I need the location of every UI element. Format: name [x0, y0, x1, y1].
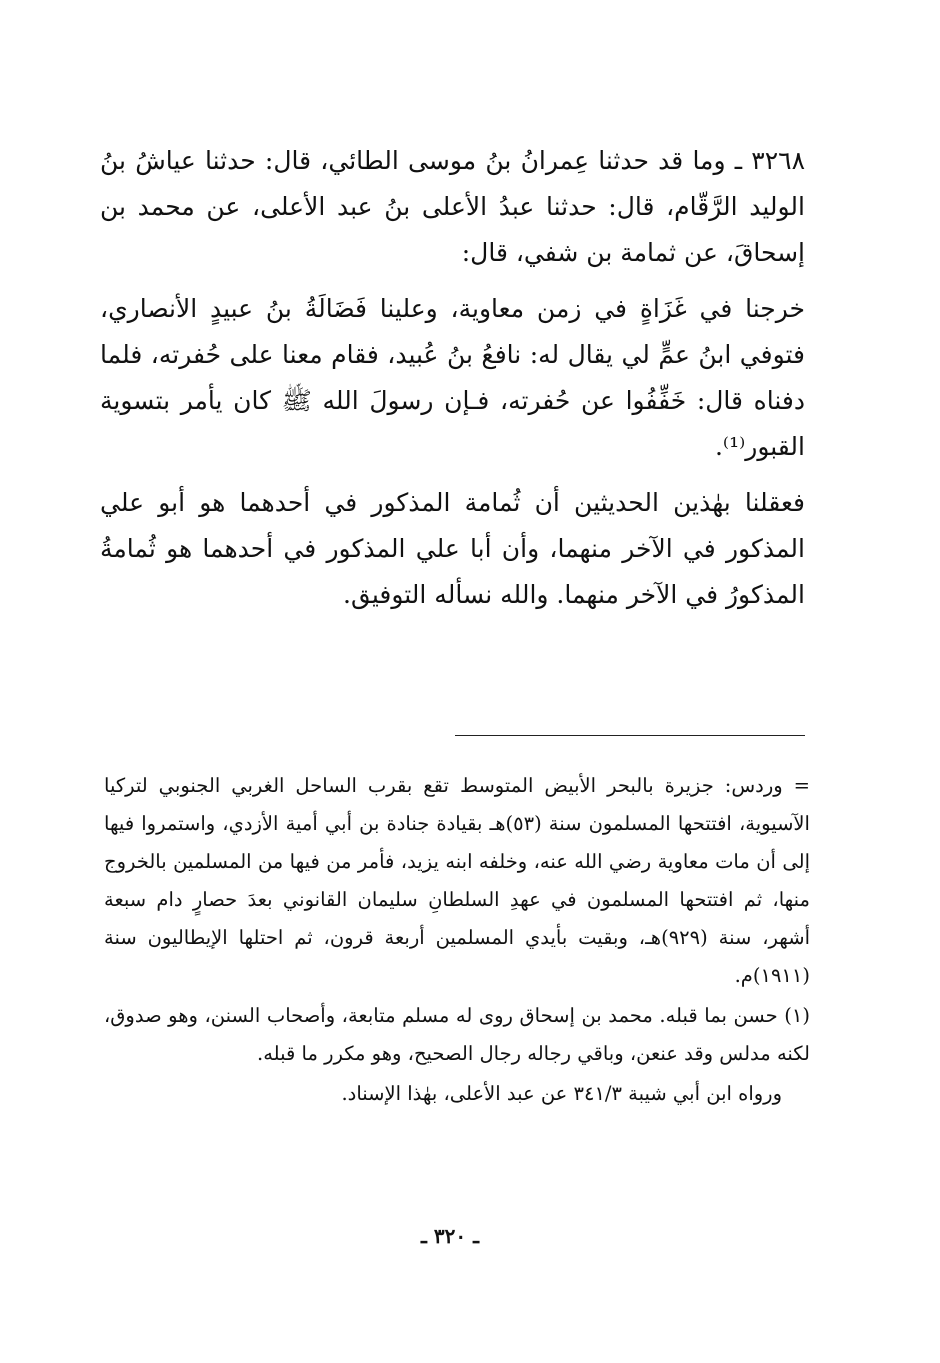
page-number: ـ ٣٢٠ ـ [421, 1224, 479, 1248]
footnote-1: (١) حسن بما قبله. محمد بن إسحاق روى له مسلم متابعة، وأصحاب السنن، وهو صدوق، لكنه مدلس وقد عنعن، وباقي رجاله رجال الصحيح، وهو مكرر ما قبله. [104, 1004, 810, 1065]
footnote-1-extra: ورواه ابن أبي شيبة ٣٤١/٣ عن عبد الأعلى، بهٰذا الإسناد. [341, 1082, 782, 1105]
hadith-paragraph: ٣٢٦٨ ـ وما قد حدثنا عِمرانُ بنُ موسى الطائي، قال: حدثنا عياشُ بنُ الوليد الرَّقّام، قال: حدثنا عبدُ الأعلى بنُ عبد الأعلى، عن محمد بن إسحاقَ، عن ثمامة بن شفي، قال: [100, 146, 805, 267]
main-text [100, 138, 805, 618]
footnotes [104, 767, 810, 1113]
footnote-continuation: = وردس: جزيرة بالبحر الأبيض المتوسط تقع بقرب الساحل الغربي الجنوبي لتركيا الآسيوية، افتتحها المسلمون سنة (٥٣)هـ بقيادة جنادة بن أبي أمية الأزدي، واستمروا فيها إلى أن مات معاوية رضي الله عنه، وخلفه ابنه يزيد، فأمر من فيها من المسلمين بالخروج منها، ثم افتتحها المسلمون في عهدِ السلطانِ سليمان القانوني بعدَ حصارٍ دام سبعة أشهر، سنة (٩٢٩)هـ، وبقيت بأيدي المسلمين أربعة قرون، ثم احتلها الإيطاليون سنة (١٩١١)م. [104, 774, 811, 987]
hadith-paragraph: خرجنا في غَزَاةٍ في زمن معاوية، وعلينا فَضَالَةُ بنُ عبيدٍ الأنصاري، فتوفي ابنُ عمٍّ لي يقال له: نافعُ بنُ عُبيد، فقام معنا على حُفرته، فلما دفناه قال: خَفِّفُوا عن حُفرته، فـإن رسولَ الله ﷺ كان يأمر بتسوية القبور⁽¹⁾. [100, 294, 805, 461]
footnote-divider [455, 735, 805, 736]
commentary-paragraph: فعقلنا بهٰذين الحديثين أن ثُمامة المذكور في أحدهما هو أبو علي المذكور في الآخر منهما، وأن أبا علي المذكور في أحدهما هو ثُمامةُ المذكورُ في الآخر منهما. والله نسأله التوفيق. [100, 488, 805, 609]
